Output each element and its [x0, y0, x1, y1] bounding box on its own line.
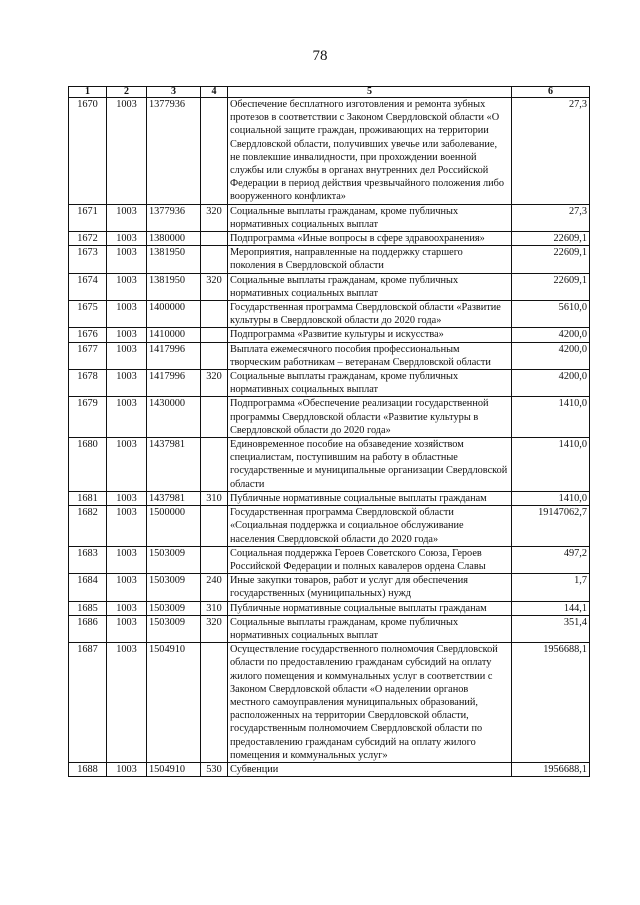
table-row	[69, 574, 590, 601]
expense-type-cell: 310	[201, 601, 228, 615]
amount-cell: 27,3	[512, 204, 590, 231]
amount-cell: 144,1	[512, 601, 590, 615]
amount-cell: 22609,1	[512, 232, 590, 246]
table-row	[69, 246, 590, 273]
description-cell: Мероприятия, направленные на поддержку старшего поколения в Свердловской области	[228, 246, 512, 273]
expense-type-cell	[201, 643, 228, 763]
row-number-cell: 1670	[69, 98, 107, 205]
row-number-cell: 1680	[69, 438, 107, 492]
expense-type-cell	[201, 438, 228, 492]
amount-cell: 19147062,7	[512, 506, 590, 547]
section-code-cell: 1003	[107, 506, 147, 547]
expense-type-cell	[201, 342, 228, 369]
header-cell: 3	[147, 87, 201, 98]
section-code-cell: 1003	[107, 301, 147, 328]
expense-type-cell: 320	[201, 370, 228, 397]
amount-cell: 497,2	[512, 546, 590, 573]
table-row	[69, 546, 590, 573]
expense-type-cell: 320	[201, 615, 228, 642]
row-number-cell: 1677	[69, 342, 107, 369]
description-cell: Единовременное пособие на обзаведение хозяйством специалистам, поступившим на работу в областные государственные и муниципальные организации Свердловской области	[228, 438, 512, 492]
row-number-cell: 1688	[69, 762, 107, 776]
description-cell: Социальные выплаты гражданам, кроме публичных нормативных социальных выплат	[228, 204, 512, 231]
expense-type-cell: 310	[201, 491, 228, 505]
expense-type-cell	[201, 301, 228, 328]
expense-type-cell	[201, 506, 228, 547]
target-code-cell: 1417996	[147, 342, 201, 369]
table-row	[69, 438, 590, 492]
target-code-cell: 1503009	[147, 546, 201, 573]
description-cell: Социальные выплаты гражданам, кроме публичных нормативных социальных выплат	[228, 370, 512, 397]
description-cell: Подпрограмма «Обеспечение реализации государственной программы Свердловской области «Развитие культуры в Свердловской области до 2020 года»	[228, 397, 512, 438]
table-row	[69, 328, 590, 342]
expense-type-cell: 240	[201, 574, 228, 601]
table-row	[69, 643, 590, 763]
target-code-cell: 1500000	[147, 506, 201, 547]
description-cell: Государственная программа Свердловской области «Социальная поддержка и социальное обслуживание населения Свердловской области до 2020 года»	[228, 506, 512, 547]
target-code-cell: 1504910	[147, 762, 201, 776]
expense-type-cell	[201, 546, 228, 573]
table-row	[69, 204, 590, 231]
section-code-cell: 1003	[107, 232, 147, 246]
description-cell: Субвенции	[228, 762, 512, 776]
section-code-cell: 1003	[107, 397, 147, 438]
header-cell: 6	[512, 87, 590, 98]
expense-type-cell	[201, 232, 228, 246]
amount-cell: 27,3	[512, 98, 590, 205]
section-code-cell: 1003	[107, 643, 147, 763]
header-cell: 2	[107, 87, 147, 98]
section-code-cell: 1003	[107, 273, 147, 300]
row-number-cell: 1687	[69, 643, 107, 763]
description-cell: Иные закупки товаров, работ и услуг для обеспечения государственных (муниципальных) нужд	[228, 574, 512, 601]
section-code-cell: 1003	[107, 574, 147, 601]
description-cell: Подпрограмма «Развитие культуры и искусства»	[228, 328, 512, 342]
description-cell: Социальная поддержка Героев Советского Союза, Героев Российской Федерации и полных кавалеров ордена Славы	[228, 546, 512, 573]
target-code-cell: 1417996	[147, 370, 201, 397]
target-code-cell: 1381950	[147, 246, 201, 273]
section-code-cell: 1003	[107, 438, 147, 492]
row-number-cell: 1681	[69, 491, 107, 505]
description-cell: Публичные нормативные социальные выплаты гражданам	[228, 601, 512, 615]
row-number-cell: 1676	[69, 328, 107, 342]
budget-table	[68, 86, 590, 777]
row-number-cell: 1686	[69, 615, 107, 642]
section-code-cell: 1003	[107, 342, 147, 369]
amount-cell: 5610,0	[512, 301, 590, 328]
target-code-cell: 1400000	[147, 301, 201, 328]
table-row	[69, 273, 590, 300]
target-code-cell: 1377936	[147, 204, 201, 231]
section-code-cell: 1003	[107, 546, 147, 573]
section-code-cell: 1003	[107, 762, 147, 776]
row-number-cell: 1671	[69, 204, 107, 231]
target-code-cell: 1430000	[147, 397, 201, 438]
row-number-cell: 1673	[69, 246, 107, 273]
header-row	[69, 87, 590, 98]
expense-type-cell	[201, 98, 228, 205]
amount-cell: 4200,0	[512, 328, 590, 342]
row-number-cell: 1672	[69, 232, 107, 246]
table-row	[69, 762, 590, 776]
target-code-cell: 1503009	[147, 574, 201, 601]
description-cell: Публичные нормативные социальные выплаты гражданам	[228, 491, 512, 505]
row-number-cell: 1682	[69, 506, 107, 547]
description-cell: Обеспечение бесплатного изготовления и ремонта зубных протезов в соответствии с Законом Свердловской области «О социальной защите граждан, проживающих на территории Свердловской области, получивших увечье или заболевание, не повлекшие инвалидности, при прохождении военной службы или службы в органах внутренних дел Российской Федерации в период действия чрезвычайного положения либо вооруженного конфликта»	[228, 98, 512, 205]
amount-cell: 1,7	[512, 574, 590, 601]
row-number-cell: 1683	[69, 546, 107, 573]
amount-cell: 1410,0	[512, 491, 590, 505]
table-row	[69, 370, 590, 397]
description-cell: Социальные выплаты гражданам, кроме публичных нормативных социальных выплат	[228, 615, 512, 642]
row-number-cell: 1679	[69, 397, 107, 438]
table-row	[69, 232, 590, 246]
amount-cell: 1410,0	[512, 397, 590, 438]
section-code-cell: 1003	[107, 246, 147, 273]
row-number-cell: 1674	[69, 273, 107, 300]
description-cell: Подпрограмма «Иные вопросы в сфере здравоохранения»	[228, 232, 512, 246]
header-cell: 5	[228, 87, 512, 98]
target-code-cell: 1504910	[147, 643, 201, 763]
target-code-cell: 1377936	[147, 98, 201, 205]
expense-type-cell	[201, 246, 228, 273]
table-row	[69, 397, 590, 438]
amount-cell: 4200,0	[512, 370, 590, 397]
table-row	[69, 98, 590, 205]
row-number-cell: 1678	[69, 370, 107, 397]
target-code-cell: 1380000	[147, 232, 201, 246]
amount-cell: 22609,1	[512, 246, 590, 273]
section-code-cell: 1003	[107, 491, 147, 505]
section-code-cell: 1003	[107, 328, 147, 342]
section-code-cell: 1003	[107, 370, 147, 397]
target-code-cell: 1437981	[147, 438, 201, 492]
amount-cell: 4200,0	[512, 342, 590, 369]
table-row	[69, 491, 590, 505]
target-code-cell: 1437981	[147, 491, 201, 505]
target-code-cell: 1503009	[147, 615, 201, 642]
row-number-cell: 1684	[69, 574, 107, 601]
expense-type-cell	[201, 397, 228, 438]
description-cell: Государственная программа Свердловской области «Развитие культуры в Свердловской области до 2020 года»	[228, 301, 512, 328]
header-cell: 1	[69, 87, 107, 98]
header-cell: 4	[201, 87, 228, 98]
table-row	[69, 342, 590, 369]
expense-type-cell: 320	[201, 204, 228, 231]
expense-type-cell: 530	[201, 762, 228, 776]
expense-type-cell	[201, 328, 228, 342]
table-row	[69, 301, 590, 328]
amount-cell: 351,4	[512, 615, 590, 642]
row-number-cell: 1675	[69, 301, 107, 328]
expense-type-cell: 320	[201, 273, 228, 300]
amount-cell: 1956688,1	[512, 762, 590, 776]
amount-cell: 1410,0	[512, 438, 590, 492]
table-row	[69, 615, 590, 642]
table-row	[69, 506, 590, 547]
section-code-cell: 1003	[107, 601, 147, 615]
section-code-cell: 1003	[107, 615, 147, 642]
amount-cell: 1956688,1	[512, 643, 590, 763]
description-cell: Осуществление государственного полномочия Свердловской области по предоставлению гражданам субсидий на оплату жилого помещения и коммунальных услуг в соответствии с Законом Свердловской области «О наделении органов местного самоуправления муниципальных образований, расположенных на территории Свердловской области, государственным полномочием Свердловской области по предоставлению гражданам субсидий на оплату жилого помещения и коммунальных услуг»	[228, 643, 512, 763]
description-cell: Выплата ежемесячного пособия профессиональным творческим работникам – ветеранам Свердловской области	[228, 342, 512, 369]
target-code-cell: 1381950	[147, 273, 201, 300]
description-cell: Социальные выплаты гражданам, кроме публичных нормативных социальных выплат	[228, 273, 512, 300]
target-code-cell: 1503009	[147, 601, 201, 615]
table-row	[69, 601, 590, 615]
section-code-cell: 1003	[107, 204, 147, 231]
target-code-cell: 1410000	[147, 328, 201, 342]
row-number-cell: 1685	[69, 601, 107, 615]
page-number: 78	[312, 48, 328, 64]
section-code-cell: 1003	[107, 98, 147, 205]
amount-cell: 22609,1	[512, 273, 590, 300]
